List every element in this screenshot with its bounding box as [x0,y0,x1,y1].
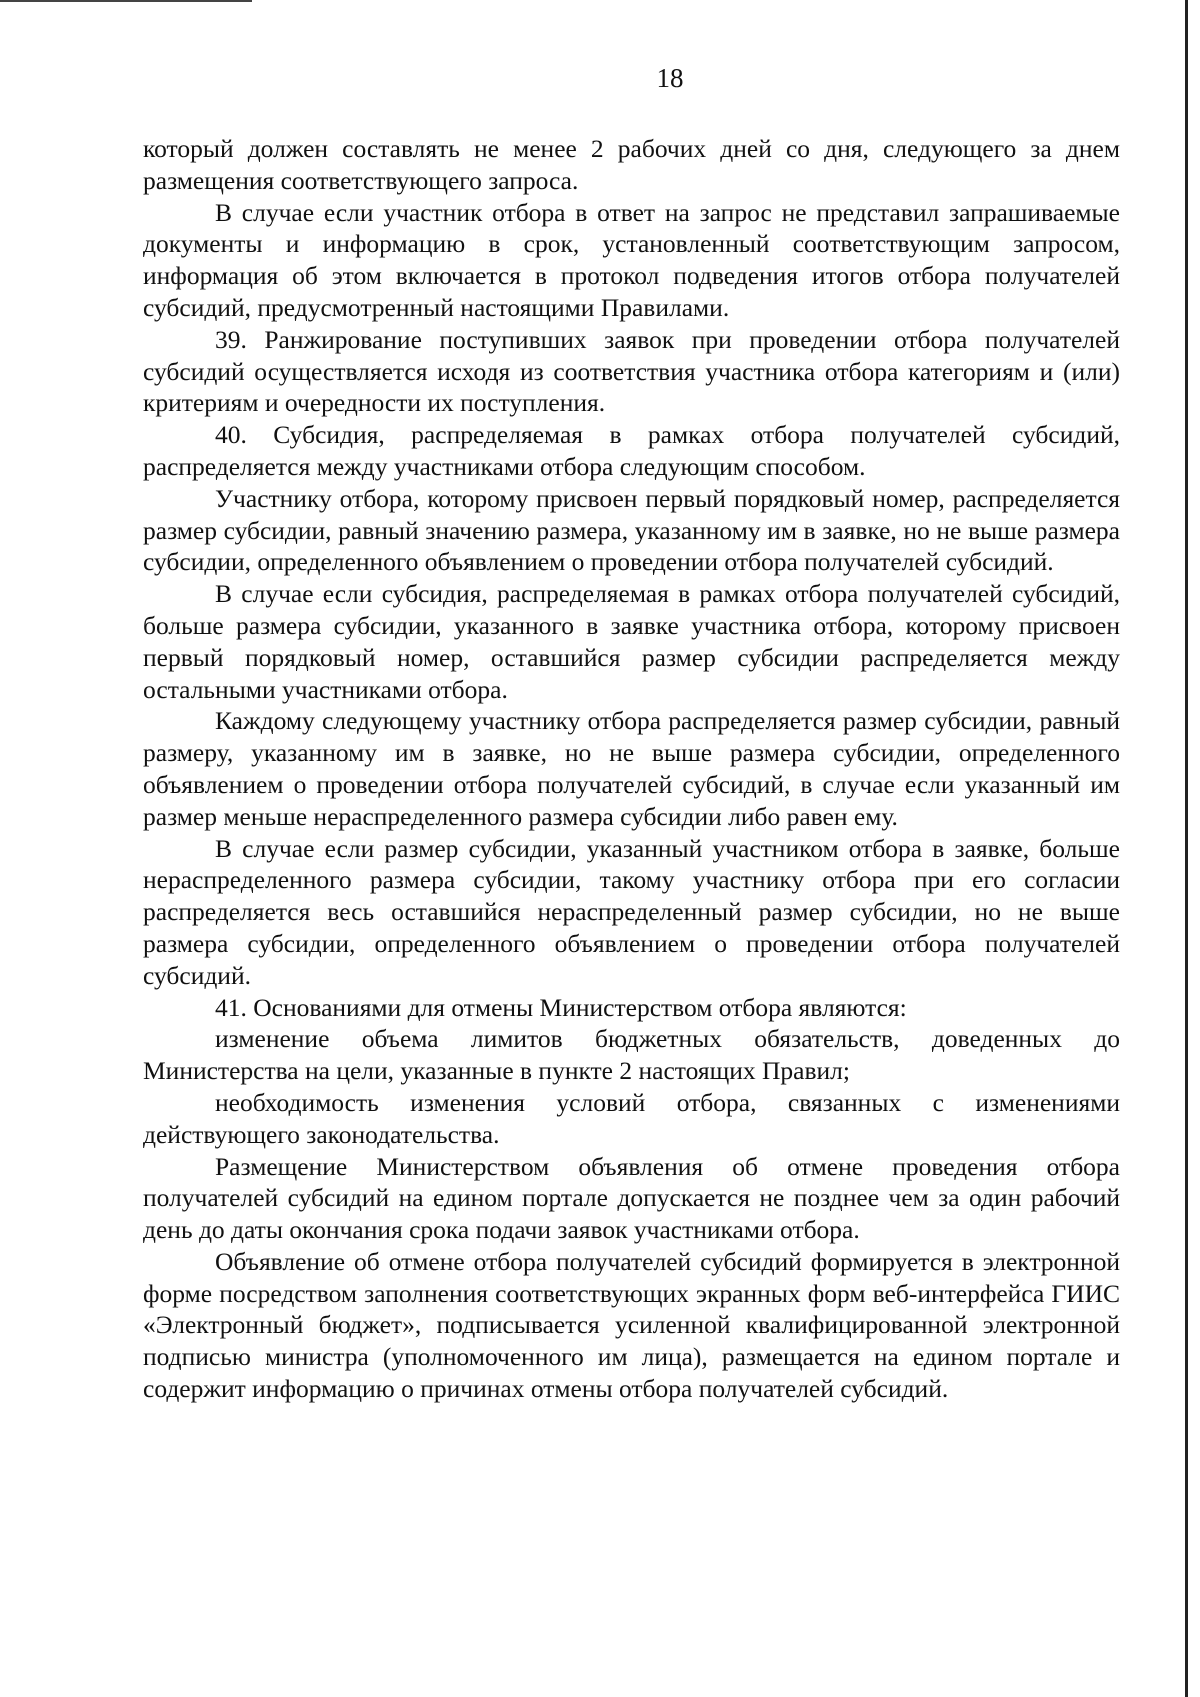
paragraph-item-40: 40. Субсидия, распределяемая в рамках отбора получателей субсидий, распределяется между участниками отбора следующим способом. [143,420,1120,481]
paragraph-item-39: 39. Ранжирование поступивших заявок при проведении отбора получателей субсидий осуществляется исходя из соответствия участника отбора категориям и (или) критериям и очередности их поступления. [143,324,1120,418]
paragraph: В случае если участник отбора в ответ на запрос не представил запрашиваемые документы и информацию в срок, установленный соответствующим запросом, информация об этом включается в протокол подведения итогов отбора получателей субсидий, предусмотренный настоящими Правилами. [143,197,1120,322]
paragraph: Объявление об отмене отбора получателей субсидий формируется в электронной форме посредством заполнения соответствующих экранных форм веб-интерфейса ГИИС «Электронный бюджет», подписывается усиленной квалифицированной электронной подписью министра (уполномоченного им лица), размещается на едином портале и содержит информацию о причинах отмены отбора получателей субсидий. [143,1246,1120,1404]
scan-edge-top [0,0,252,2]
paragraph: В случае если субсидия, распределяемая в рамках отбора получателей субсидий, больше размера субсидии, указанного в заявке участника отбора, которому присвоен первый порядковый номер, оставшийся размер субсидии распределяется между остальными участниками отбора. [143,579,1120,704]
paragraph: изменение объема лимитов бюджетных обязательств, доведенных до Министерства на цели, указанные в пункте 2 настоящих Правил; [143,1024,1120,1086]
paragraph: необходимость изменения условий отбора, связанных с изменениями действующего законодательства. [143,1087,1120,1149]
page-number: 18 [656,63,684,93]
paragraph-item-41: 41. Основаниями для отмены Министерством отбора являются: [215,992,907,1022]
paragraph: Размещение Министерством объявления об отмене проведения отбора получателей субсидий на едином портале допускается не позднее чем за один рабочий день до даты окончания срока подачи заявок участниками отбора. [143,1151,1120,1245]
paragraph: Каждому следующему участнику отбора распределяется размер субсидии, равный размеру, указанному им в заявке, но не выше размера субсидии, определенного объявлением о проведении отбора получателей субсидий, в случае если указанный им размер меньше нераспределенного размера субсидии либо равен ему. [143,706,1120,831]
paragraph: Участнику отбора, которому присвоен первый порядковый номер, распределяется размер субсидии, равный значению размера, указанному им в заявке, но не выше размера субсидии, определенного объявлением о проведении отбора получателей субсидий. [143,483,1120,577]
document-body [143,133,1120,1405]
scan-edge-right [1185,0,1188,1697]
paragraph: В случае если размер субсидии, указанный участником отбора в заявке, больше нераспределенного размера субсидии, такому участнику отбора при его согласии распределяется весь оставшийся нераспределенный размер субсидии, но не выше размера субсидии, определенного объявлением о проведении отбора получателей субсидий. [143,833,1120,990]
paragraph-continuation: который должен составлять не менее 2 рабочих дней со дня, следующего за днем размещения соответствующего запроса. [143,134,1120,195]
